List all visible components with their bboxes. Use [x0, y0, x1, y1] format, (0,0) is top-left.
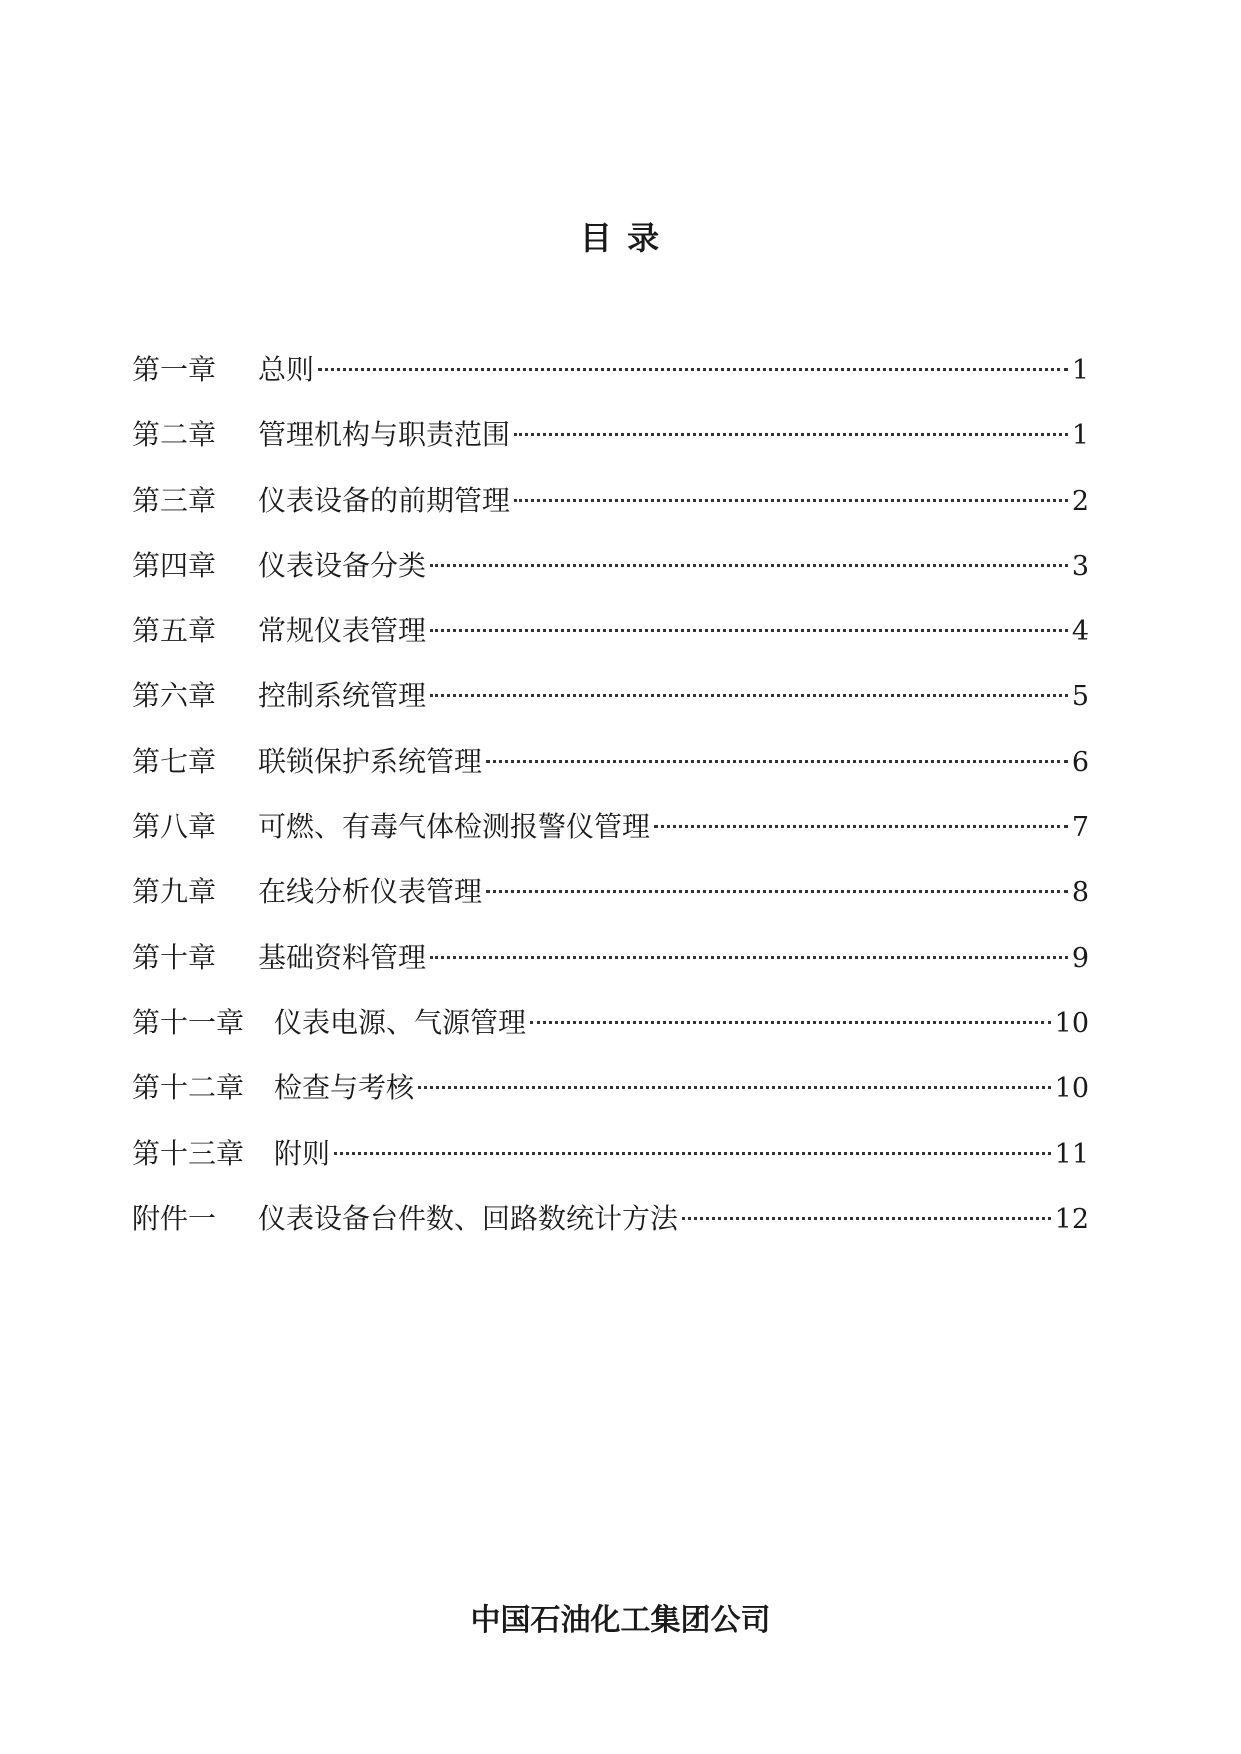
toc-entry-title: 仪表设备分类 — [258, 548, 427, 582]
toc-chapter-label: 第十章 — [132, 940, 217, 974]
toc-page-number: 10 — [1054, 1007, 1089, 1039]
toc-chapter-label: 第三章 — [132, 483, 217, 517]
toc-entry[interactable] — [132, 548, 1089, 617]
toc-entry-title: 仪表设备的前期管理 — [258, 483, 511, 517]
toc-page-number: 3 — [1071, 550, 1089, 582]
toc-chapter-label: 第十二章 — [132, 1071, 245, 1105]
toc-chapter-label: 第八章 — [132, 810, 217, 844]
toc-entry[interactable] — [132, 744, 1089, 813]
toc-page-number: 7 — [1071, 812, 1089, 844]
toc-chapter-label: 第十一章 — [132, 1005, 245, 1039]
toc-entry-title: 仪表设备台件数、回路数统计方法 — [258, 1201, 679, 1235]
toc-page-number: 12 — [1054, 1203, 1089, 1235]
toc-chapter-label: 第二章 — [132, 418, 217, 452]
toc-page-number: 4 — [1071, 616, 1089, 648]
toc-page-number: 6 — [1071, 746, 1089, 778]
toc-dot-leader — [486, 890, 1068, 893]
toc-page-number: 10 — [1054, 1073, 1089, 1105]
toc-page-number: 11 — [1054, 1138, 1089, 1170]
toc-entry-title: 可燃、有毒气体检测报警仪管理 — [258, 810, 651, 844]
toc-dot-leader — [530, 1021, 1051, 1024]
toc-entry-title: 总则 — [258, 353, 315, 386]
toc-entry[interactable] — [132, 1201, 1089, 1270]
toc-dot-leader — [514, 433, 1068, 436]
toc-entry[interactable] — [132, 483, 1089, 552]
toc-dot-leader — [514, 499, 1068, 502]
toc-chapter-label: 第六章 — [132, 679, 217, 713]
toc-page-number: 1 — [1071, 355, 1089, 386]
toc-entry[interactable] — [132, 1071, 1089, 1139]
toc-entry[interactable] — [132, 353, 1089, 421]
issuing-organization: 中国石油化工集团公司 — [470, 1603, 771, 1638]
toc-page-number: 5 — [1071, 681, 1089, 713]
toc-dot-leader — [318, 368, 1068, 371]
toc-entry[interactable] — [132, 875, 1089, 943]
toc-dot-leader — [682, 1217, 1051, 1220]
toc-chapter-label: 第十三章 — [132, 1136, 245, 1170]
toc-chapter-label: 附件一 — [132, 1201, 217, 1235]
toc-chapter-label: 第五章 — [132, 614, 217, 648]
toc-dot-leader — [418, 1086, 1051, 1089]
toc-dot-leader — [654, 825, 1068, 828]
toc-page-number: 9 — [1071, 942, 1089, 974]
toc-page-number: 8 — [1071, 877, 1089, 909]
toc-entry-title: 基础资料管理 — [258, 940, 427, 974]
toc-entry[interactable] — [132, 614, 1089, 682]
toc-entry-title: 常规仪表管理 — [258, 614, 427, 648]
toc-entry-title: 控制系统管理 — [258, 679, 427, 713]
toc-dot-leader — [430, 564, 1068, 567]
toc-entry-title: 检查与考核 — [274, 1071, 415, 1105]
toc-entry-title: 仪表电源、气源管理 — [274, 1005, 527, 1039]
toc-entry[interactable] — [132, 940, 1089, 1009]
toc-entry-title: 附则 — [274, 1136, 331, 1170]
toc-entry-title: 管理机构与职责范围 — [258, 418, 511, 452]
toc-dot-leader — [430, 629, 1068, 632]
toc-dot-leader — [430, 694, 1068, 697]
toc-entry-title: 联锁保护系统管理 — [258, 744, 483, 778]
toc-chapter-label: 第七章 — [132, 744, 217, 778]
toc-entry[interactable] — [132, 679, 1089, 747]
toc-page-number: 1 — [1071, 420, 1089, 452]
toc-entry[interactable] — [132, 1136, 1089, 1205]
toc-dot-leader — [430, 956, 1068, 959]
toc-entry[interactable] — [132, 1005, 1089, 1074]
toc-dot-leader — [486, 760, 1068, 763]
toc-chapter-label: 第四章 — [132, 548, 217, 582]
toc-entry[interactable] — [132, 418, 1089, 486]
table-of-contents — [132, 353, 1089, 1270]
page-title: 目 录 — [579, 219, 662, 257]
toc-entry-title: 在线分析仪表管理 — [258, 875, 483, 909]
toc-page-number: 2 — [1071, 485, 1089, 517]
toc-dot-leader — [334, 1152, 1051, 1155]
toc-entry[interactable] — [132, 810, 1089, 878]
toc-chapter-label: 第九章 — [132, 875, 217, 909]
toc-chapter-label: 第一章 — [132, 353, 217, 386]
